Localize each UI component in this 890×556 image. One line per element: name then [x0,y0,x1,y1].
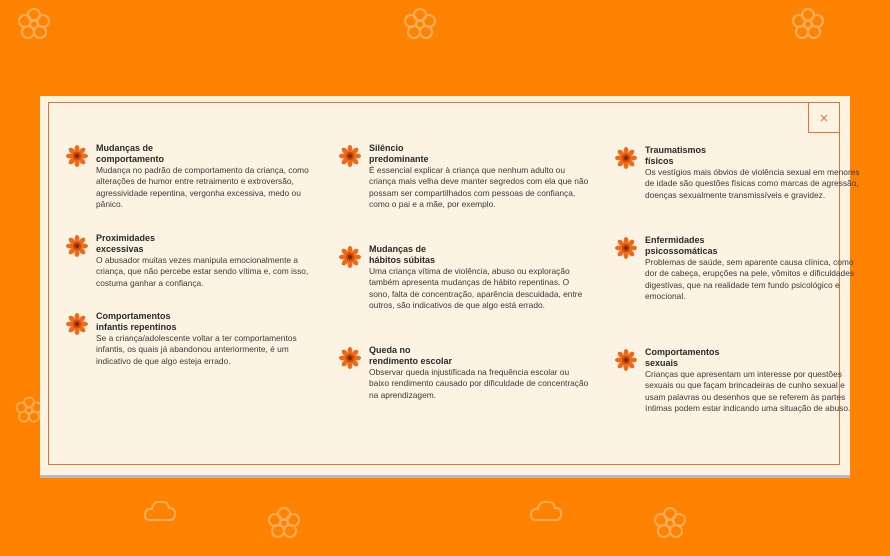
item-title: Silêncio predominante [369,143,429,164]
signs-modal [40,96,860,478]
warning-sign-item [369,345,589,401]
item-title: Comportamentos infantis repentinos [96,311,177,332]
flower-icon [339,145,361,167]
item-title: Traumatismos físicos [645,145,707,166]
background-flower-icon [652,505,688,541]
flower-icon [339,246,361,268]
background-flower-icon [790,6,826,42]
item-description: Problemas de saúde, sem aparente causa clínica, como dor de cabeça, erupções na pele, vômitos e dificuldades digestivas, que na realidade tem fundo psicológico e emocional. [645,257,855,301]
item-title: Enfermidades psicossomáticas [645,235,718,256]
item-description: Observar queda injustificada na frequência escolar ou baixo rendimento causado por dificuldade de concentração na aprendizagem. [369,367,589,400]
background-flower-icon [266,505,302,541]
item-description: O abusador muitas vezes manipula emocionalmente a criança, que não percebe estar sendo vítima e, com isso, costuma ganhar a confiança. [96,255,309,288]
warning-sign-item [369,244,589,311]
item-description: Crianças que apresentam um interesse por questões sexuais ou que façam brincadeiras de cunho sexual e usam palavras ou desenhos que se referem às partes íntimas podem estar indicando uma situação de abuso. [645,369,851,413]
warning-sign-item [645,145,865,201]
flower-icon [339,347,361,369]
warning-sign-item [96,143,316,210]
warning-sign-item [96,311,316,367]
warning-sign-item [96,233,316,289]
item-description: É essencial explicar à criança que nenhum adulto ou criança mais velha deve manter segredos com ela que não possam ser compartilhados com pessoas de confiança, como o pai e a mãe, por exemplo. [369,165,589,209]
item-title: Mudanças de comportamento [96,143,165,164]
flower-icon [66,235,88,257]
warning-sign-item [645,347,865,414]
item-title: Proximidades excessivas [96,233,156,254]
flower-icon [615,349,637,371]
item-description: Mudança no padrão de comportamento da criança, como alterações de humor entre retraimento e extroversão, agressividade repentina, vergonha excessiva, medo ou pânico. [96,165,309,209]
item-title: Comportamentos sexuais [645,347,720,368]
flower-icon [615,147,637,169]
flower-icon [66,313,88,335]
background-flower-icon [402,6,438,42]
item-description: Os vestígios mais óbvios de violência sexual em menores de idade são questões físicas como marcas de agressão, doenças sexualmente transmissíveis e gravidez. [645,167,860,200]
close-button[interactable]: × [808,102,840,133]
background-flower-icon [16,6,52,42]
background-cloud-icon [142,496,178,526]
flower-icon [615,237,637,259]
warning-sign-item [369,143,589,210]
item-description: Se a criança/adolescente voltar a ter comportamentos infantis, os quais já abandonou anteriormente, é um indicativo de que algo esteja errado. [96,333,297,366]
item-description: Uma criança vítima de violência, abuso ou exploração também apresenta mudanças de hábito repentinas. O sono, falta de concentração, aparência descuidada, entre outros, são indicativos de que algo está errado. [369,266,583,310]
background-cloud-icon [528,496,564,526]
warning-sign-item [645,235,865,302]
item-title: Mudanças de hábitos súbitas [369,244,436,265]
item-title: Queda no rendimento escolar [369,345,453,366]
flower-icon [66,145,88,167]
